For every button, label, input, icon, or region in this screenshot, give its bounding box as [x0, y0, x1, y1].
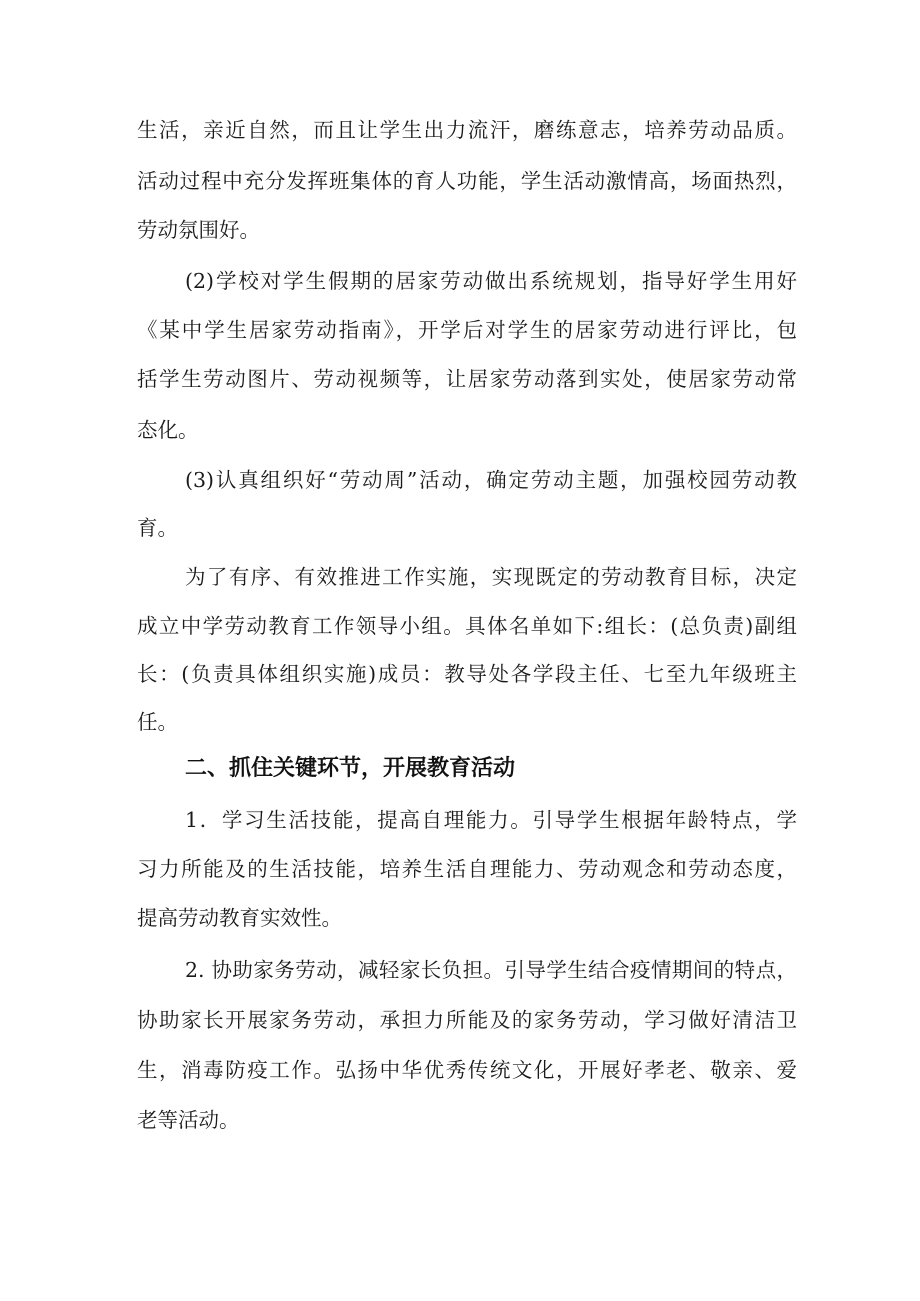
paragraph-line: 2. 协助家务劳动，减轻家长负担。引导学生结合疫情期间的特点， — [185, 958, 797, 982]
section-heading: 二、抓住关键环节，开展教育活动 — [185, 756, 516, 781]
paragraph-line: 劳动氛围好。 — [137, 218, 260, 242]
paragraph-line: 成立中学劳动教育工作领导小组。具体名单如下:组长：(总负责)副组 — [137, 614, 797, 638]
paragraph-line: 为了有序、有效推进工作实施，实现既定的劳动教育目标，决定 — [185, 565, 797, 589]
paragraph-line: 提高劳动教育实效性。 — [137, 906, 342, 930]
paragraph-line: 长：(负责具体组织实施)成员：教导处各学段主任、七至九年级班主 — [137, 662, 797, 686]
paragraph-line: 括学生劳动图片、劳动视频等，让居家劳动落到实处，使居家劳动常 — [137, 367, 797, 391]
paragraph-line: 协助家长开展家务劳动，承担力所能及的家务劳动，学习做好清洁卫 — [137, 1008, 797, 1032]
paragraph-line: 生，消毒防疫工作。弘扬中华优秀传统文化，开展好孝老、敬亲、爱 — [137, 1058, 797, 1082]
paragraph-line: 态化。 — [137, 418, 199, 442]
paragraph-line: 活动过程中充分发挥班集体的育人功能，学生活动激情高，场面热烈， — [137, 169, 797, 193]
paragraph-line: 老等活动。 — [137, 1108, 240, 1132]
paragraph-line: 1．学习生活技能，提高自理能力。引导学生根据年龄特点，学 — [185, 808, 797, 832]
paragraph-line: 育。 — [137, 516, 178, 540]
paragraph-line: 生活，亲近自然，而且让学生出力流汗，磨练意志，培养劳动品质。 — [137, 118, 797, 142]
paragraph-line: 《某中学生居家劳动指南》，开学后对学生的居家劳动进行评比，包 — [137, 318, 797, 342]
paragraph-line: 习力所能及的生活技能，培养生活自理能力、劳动观念和劳动态度， — [137, 857, 797, 881]
paragraph-line: 任。 — [137, 710, 178, 734]
paragraph-line: (3)认真组织好“劳动周”活动，确定劳动主题，加强校园劳动教 — [185, 468, 797, 492]
paragraph-line: (2)学校对学生假期的居家劳动做出系统规划，指导好学生用好 — [185, 269, 797, 293]
